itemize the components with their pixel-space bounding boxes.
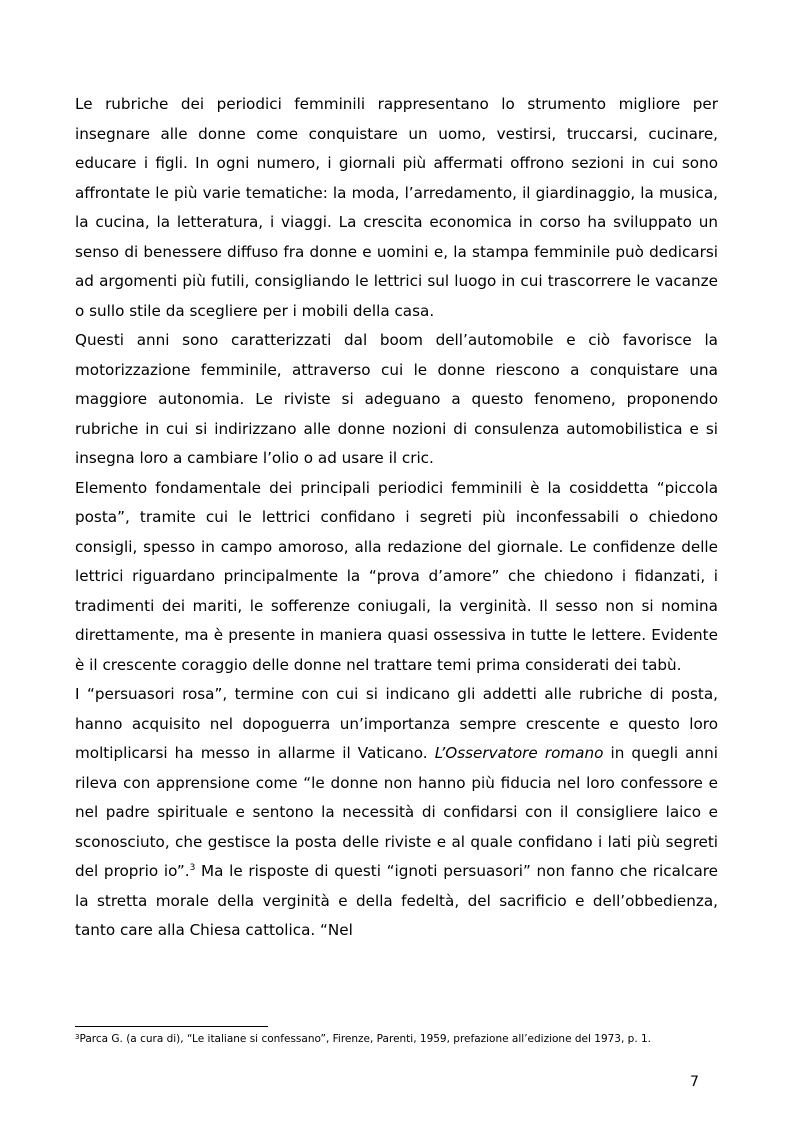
paragraph-2: Questi anni sono caratterizzati dal boom dell’automobile e ciò favorisce la motorizzazione femminile, attraverso cui le donne riescono a conquistare una maggiore autonomia. Le riviste si adeguano a questo fenomeno, proponendo rubriche in cui si indirizzano alle donne nozioni di consulenza automobilistica e si insegna loro a cambiare l’olio o ad usare il cric. <box>75 331 718 467</box>
publication-title: L’Osservatore romano <box>434 744 604 762</box>
footnote <box>75 1032 718 1046</box>
footnote-number: 3 <box>75 1033 80 1041</box>
footnote-separator <box>75 1026 268 1027</box>
paragraph-4-part-2: in quegli anni rileva con apprensione come “le donne non hanno più fiducia nel loro confessore e nel padre spirituale e sentono la necessità di confidarsi con il consigliere laico e sconosciuto, che gestisce la posta delle riviste e al quale confidano i lati più segreti del proprio io”. <box>75 744 718 880</box>
footnote-text: Parca G. (a cura di), “Le italiane si confessano”, Firenze, Parenti, 1959, prefazione all’edizione del 1973, p. 1. <box>79 1033 652 1045</box>
paragraph-4 <box>75 680 718 946</box>
footnote-reference[interactable]: 3 <box>189 863 196 873</box>
body-text <box>75 90 718 946</box>
paragraph-1: Le rubriche dei periodici femminili rappresentano lo strumento migliore per insegnare alle donne come conquistare un uomo, vestirsi, truccarsi, cucinare, educare i figli. In ogni numero, i giornali più affermati offrono sezioni in cui sono affrontate le più varie tematiche: la moda, l’arredamento, il giardinaggio, la musica, la cucina, la letteratura, i viaggi. La crescita economica in corso ha sviluppato un senso di benessere diffuso fra donne e uomini e, la stampa femminile può dedicarsi ad argomenti più futili, consigliando le lettrici sul luogo in cui trascorrere le vacanze o sullo stile da scegliere per i mobili della casa. <box>75 95 718 320</box>
paragraph-4-part-3: Ma le risposte di questi “ignoti persuasori” non fanno che ricalcare la stretta morale della verginità e della fedeltà, del sacrificio e dell’obbedienza, tanto care alla Chiesa cattolica. “Nel <box>75 862 719 939</box>
paragraph-3: Elemento fondamentale dei principali periodici femminili è la cosiddetta “piccola posta”, tramite cui le lettrici confidano i segreti più inconfessabili o chiedono consigli, spesso in campo amoroso, alla redazione del giornale. Le confidenze delle lettrici riguardano principalmente la “prova d’amore” che chiedono i fidanzati, i tradimenti dei mariti, le sofferenze coniugali, la verginità. Il sesso non si nomina direttamente, ma è presente in maniera quasi ossessiva in tutte le lettere. Evidente è il crescente coraggio delle donne nel trattare temi prima considerati dei tabù. <box>75 478 718 674</box>
page-number: 7 <box>690 1074 699 1090</box>
paragraph-4-part-1: I “persuasori rosa”, termine con cui si indicano gli addetti alle rubriche di posta, hanno acquisito nel dopoguerra un’importanza sempre crescente e questo loro moltiplicarsi ha messo in allarme il Vaticano. <box>75 685 718 762</box>
